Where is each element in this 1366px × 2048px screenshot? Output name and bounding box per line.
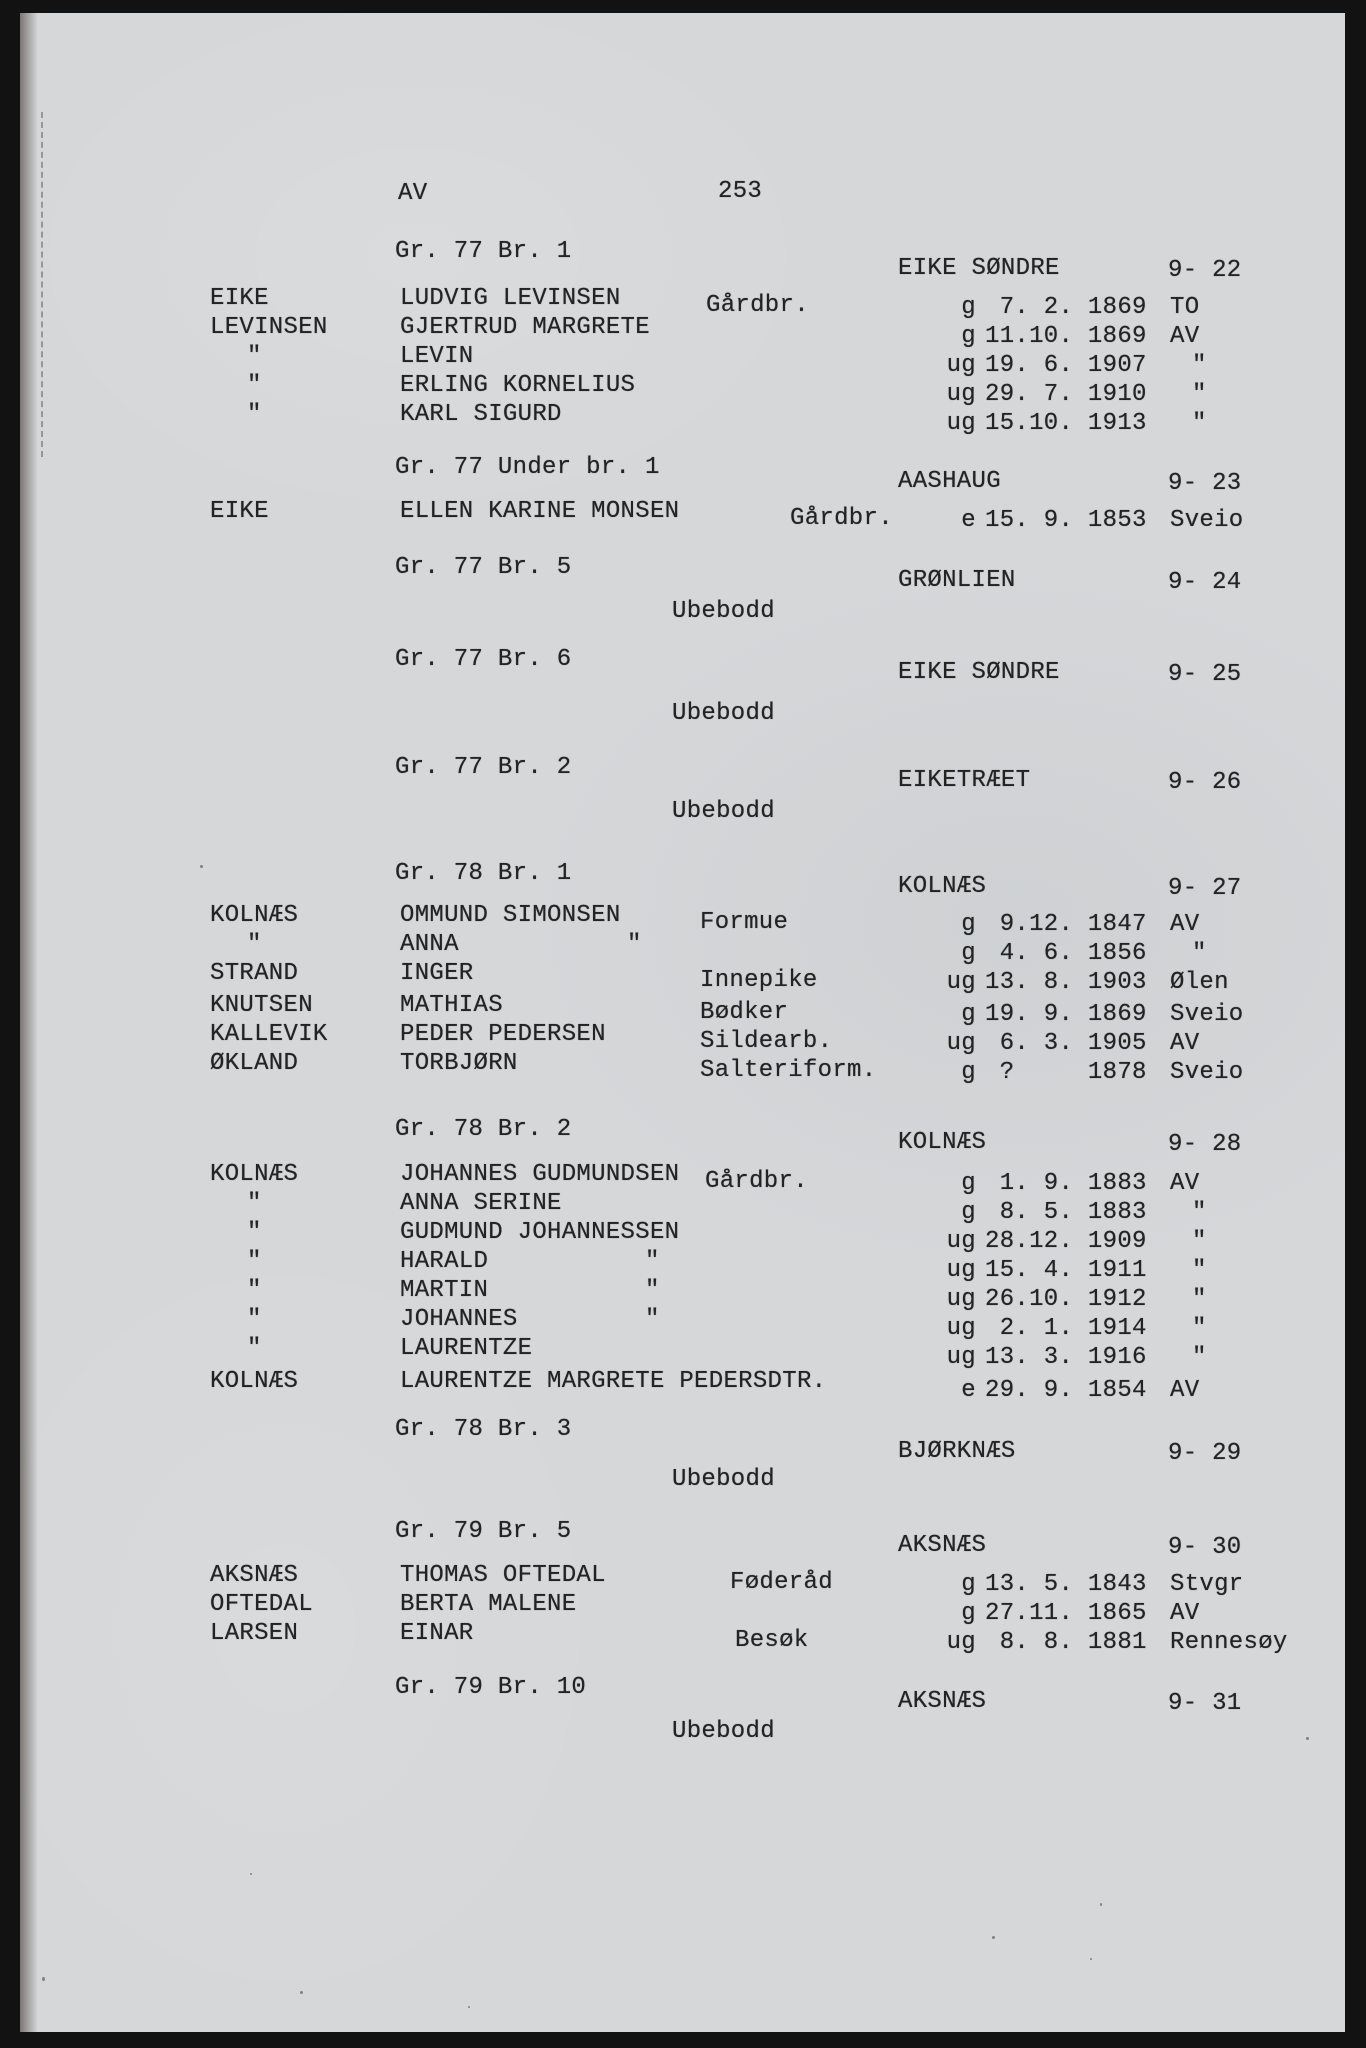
event-date: 15. 4. 1911: [985, 1257, 1147, 1284]
marital-status: ug: [946, 1344, 976, 1371]
surname: OFTEDAL: [210, 1591, 313, 1618]
ditto-mark: ": [247, 1277, 262, 1304]
place: AV: [1170, 1377, 1200, 1404]
place: Ølen: [1170, 969, 1229, 996]
given-name: THOMAS OFTEDAL: [400, 1562, 606, 1589]
place: AV: [1170, 323, 1200, 350]
marital-status: g: [961, 911, 976, 938]
occupation: Innepike: [700, 967, 818, 994]
surname: LEVINSEN: [210, 314, 328, 341]
place: Rennesøy: [1170, 1629, 1288, 1656]
farm-name: EIKE SØNDRE: [898, 659, 1060, 686]
event-date: 28.12. 1909: [985, 1228, 1147, 1255]
place: Sveio: [1170, 507, 1244, 534]
occupation: Bødker: [700, 999, 789, 1026]
event-date: 7. 2. 1869: [985, 294, 1147, 321]
occupation: Gårdbr.: [705, 1168, 808, 1195]
surname: EIKE: [210, 285, 269, 312]
given-name: BERTA MALENE: [400, 1591, 577, 1618]
given-name: MARTIN: [400, 1277, 489, 1304]
given-name: ELLEN KARINE MONSEN: [400, 498, 680, 525]
given-name: PEDER PEDERSEN: [400, 1021, 606, 1048]
event-date: 26.10. 1912: [985, 1286, 1147, 1313]
event-date: 29. 9. 1854: [985, 1377, 1147, 1404]
farm-name: AKSNÆS: [898, 1532, 987, 1559]
event-date: 8. 8. 1881: [985, 1629, 1147, 1656]
plot-label: Gr. 79 Br. 10: [395, 1674, 587, 1701]
plot-label: Gr. 78 Br. 3: [395, 1416, 572, 1443]
ditto-mark: ": [247, 1335, 262, 1362]
uninhabited-label: Ubebodd: [672, 1466, 775, 1493]
place: TO: [1170, 294, 1200, 321]
scan-speck: [200, 865, 203, 868]
farm-name: AASHAUG: [898, 468, 1001, 495]
event-date: 8. 5. 1883: [985, 1199, 1147, 1226]
scan-speck: [1100, 1903, 1102, 1906]
given-name: TORBJØRN: [400, 1050, 518, 1077]
surname: STRAND: [210, 960, 299, 987]
ditto-mark: ": [1192, 1286, 1207, 1313]
marital-status: g: [961, 1170, 976, 1197]
marital-status: g: [961, 323, 976, 350]
given-name: OMMUND SIMONSEN: [400, 902, 621, 929]
event-date: 19. 9. 1869: [985, 1001, 1147, 1028]
surname: KALLEVIK: [210, 1021, 328, 1048]
marital-status: ug: [946, 1257, 976, 1284]
surname: AKSNÆS: [210, 1562, 299, 1589]
farm-name: EIKETRÆET: [898, 767, 1031, 794]
uninhabited-label: Ubebodd: [672, 700, 775, 727]
given-name: EINAR: [400, 1620, 474, 1647]
given-name: JOHANNES: [400, 1306, 518, 1333]
scan-artifact-dashed-line: [41, 112, 43, 457]
ditto-mark: ": [247, 1190, 262, 1217]
given-name: LAURENTZE MARGRETE PEDERSDTR.: [400, 1368, 827, 1395]
given-name: GJERTRUD MARGRETE: [400, 314, 650, 341]
given-name: JOHANNES GUDMUNDSEN: [400, 1161, 680, 1188]
plot-label: Gr. 77 Under br. 1: [395, 454, 660, 481]
marital-status: ug: [946, 1030, 976, 1057]
event-date: 9.12. 1847: [985, 911, 1147, 938]
occupation: Føderåd: [730, 1569, 833, 1596]
plot-label: Gr. 77 Br. 1: [395, 238, 572, 265]
marital-status: ug: [946, 352, 976, 379]
farm-name: KOLNÆS: [898, 873, 987, 900]
given-name: LUDVIG LEVINSEN: [400, 285, 621, 312]
place: AV: [1170, 1030, 1200, 1057]
given-name: ANNA: [400, 931, 459, 958]
marital-status: e: [961, 1377, 976, 1404]
ditto-mark: ": [247, 1306, 262, 1333]
event-date: 6. 3. 1905: [985, 1030, 1147, 1057]
event-date: 13. 3. 1916: [985, 1344, 1147, 1371]
occupation: Gårdbr.: [706, 292, 809, 319]
farm-name: AKSNÆS: [898, 1688, 987, 1715]
record-index: 9- 28: [1168, 1131, 1242, 1158]
place: AV: [1170, 1600, 1200, 1627]
record-index: 9- 24: [1168, 569, 1242, 596]
surname: KOLNÆS: [210, 1161, 299, 1188]
ditto-mark: ": [247, 1248, 262, 1275]
occupation: Besøk: [735, 1627, 809, 1654]
ditto-mark: ": [1192, 352, 1207, 379]
given-name: LAURENTZE: [400, 1335, 533, 1362]
surname: LARSEN: [210, 1620, 299, 1647]
surname: EIKE: [210, 498, 269, 525]
ditto-mark: ": [1192, 1199, 1207, 1226]
marital-status: ug: [946, 1315, 976, 1342]
marital-status: ug: [946, 1228, 976, 1255]
page-number: 253: [718, 178, 763, 205]
occupation: Gårdbr.: [790, 505, 893, 532]
event-date: 13. 8. 1903: [985, 969, 1147, 996]
surname: KOLNÆS: [210, 902, 299, 929]
place: Sveio: [1170, 1001, 1244, 1028]
given-name: GUDMUND JOHANNESSEN: [400, 1219, 680, 1246]
scan-speck: [1090, 1958, 1092, 1960]
scan-speck: [1306, 1737, 1309, 1740]
marital-status: ug: [946, 1629, 976, 1656]
plot-label: Gr. 77 Br. 6: [395, 646, 572, 673]
farm-name: BJØRKNÆS: [898, 1438, 1016, 1465]
record-index: 9- 29: [1168, 1440, 1242, 1467]
ditto-mark: ": [1192, 1315, 1207, 1342]
plot-label: Gr. 79 Br. 5: [395, 1518, 572, 1545]
event-date: 15. 9. 1853: [985, 507, 1147, 534]
event-date: 2. 1. 1914: [985, 1315, 1147, 1342]
place: AV: [1170, 911, 1200, 938]
farm-name: GRØNLIEN: [898, 567, 1016, 594]
event-date: 1. 9. 1883: [985, 1170, 1147, 1197]
ditto-mark: ": [627, 931, 642, 958]
ditto-mark: ": [1192, 381, 1207, 408]
surname: ØKLAND: [210, 1050, 299, 1077]
occupation: Sildearb.: [700, 1028, 833, 1055]
place: Sveio: [1170, 1059, 1244, 1086]
ditto-mark: ": [247, 931, 262, 958]
scan-speck: [250, 1873, 252, 1875]
given-name: LEVIN: [400, 343, 474, 370]
ditto-mark: ": [1192, 1257, 1207, 1284]
surname: KNUTSEN: [210, 992, 313, 1019]
given-name: HARALD: [400, 1248, 489, 1275]
marital-status: g: [961, 1571, 976, 1598]
scan-speck: [300, 1991, 303, 1994]
marital-status: ug: [946, 1286, 976, 1313]
given-name: KARL SIGURD: [400, 401, 562, 428]
ditto-mark: ": [645, 1248, 660, 1275]
ditto-mark: ": [1192, 1228, 1207, 1255]
ditto-mark: ": [1192, 1344, 1207, 1371]
ditto-mark: ": [247, 372, 262, 399]
event-date: 11.10. 1869: [985, 323, 1147, 350]
marital-status: ug: [946, 381, 976, 408]
record-index: 9- 30: [1168, 1534, 1242, 1561]
marital-status: g: [961, 1001, 976, 1028]
record-index: 9- 25: [1168, 661, 1242, 688]
marital-status: g: [961, 1059, 976, 1086]
ditto-mark: ": [247, 401, 262, 428]
uninhabited-label: Ubebodd: [672, 798, 775, 825]
given-name: INGER: [400, 960, 474, 987]
marital-status: g: [961, 940, 976, 967]
given-name: MATHIAS: [400, 992, 503, 1019]
uninhabited-label: Ubebodd: [672, 1718, 775, 1745]
ditto-mark: ": [247, 343, 262, 370]
record-index: 9- 22: [1168, 257, 1242, 284]
marital-status: e: [961, 507, 976, 534]
scan-speck: [992, 1936, 995, 1939]
plot-label: Gr. 78 Br. 2: [395, 1116, 572, 1143]
marital-status: g: [961, 294, 976, 321]
scan-speck: [42, 1977, 45, 1981]
record-index: 9- 23: [1168, 470, 1242, 497]
event-date: 4. 6. 1856: [985, 940, 1147, 967]
marital-status: g: [961, 1199, 976, 1226]
event-date: 15.10. 1913: [985, 410, 1147, 437]
record-index: 9- 31: [1168, 1690, 1242, 1717]
marital-status: ug: [946, 969, 976, 996]
marital-status: ug: [946, 410, 976, 437]
given-name: ERLING KORNELIUS: [400, 372, 636, 399]
ditto-mark: ": [645, 1277, 660, 1304]
event-date: 27.11. 1865: [985, 1600, 1147, 1627]
farm-name: EIKE SØNDRE: [898, 255, 1060, 282]
page-header-code: AV: [398, 180, 428, 207]
place: AV: [1170, 1170, 1200, 1197]
surname: KOLNÆS: [210, 1368, 299, 1395]
ditto-mark: ": [1192, 410, 1207, 437]
ditto-mark: ": [1192, 940, 1207, 967]
event-date: 13. 5. 1843: [985, 1571, 1147, 1598]
marital-status: g: [961, 1600, 976, 1627]
uninhabited-label: Ubebodd: [672, 598, 775, 625]
event-date: 19. 6. 1907: [985, 352, 1147, 379]
place: Stvgr: [1170, 1571, 1244, 1598]
occupation: Formue: [700, 909, 789, 936]
farm-name: KOLNÆS: [898, 1129, 987, 1156]
record-index: 9- 27: [1168, 875, 1242, 902]
record-index: 9- 26: [1168, 769, 1242, 796]
plot-label: Gr. 77 Br. 5: [395, 554, 572, 581]
event-date: 29. 7. 1910: [985, 381, 1147, 408]
event-date: ? 1878: [985, 1059, 1147, 1086]
plot-label: Gr. 77 Br. 2: [395, 754, 572, 781]
plot-label: Gr. 78 Br. 1: [395, 860, 572, 887]
occupation: Salteriform.: [700, 1057, 877, 1084]
scan-speck: [468, 2006, 470, 2008]
ditto-mark: ": [247, 1219, 262, 1246]
ditto-mark: ": [645, 1306, 660, 1333]
given-name: ANNA SERINE: [400, 1190, 562, 1217]
